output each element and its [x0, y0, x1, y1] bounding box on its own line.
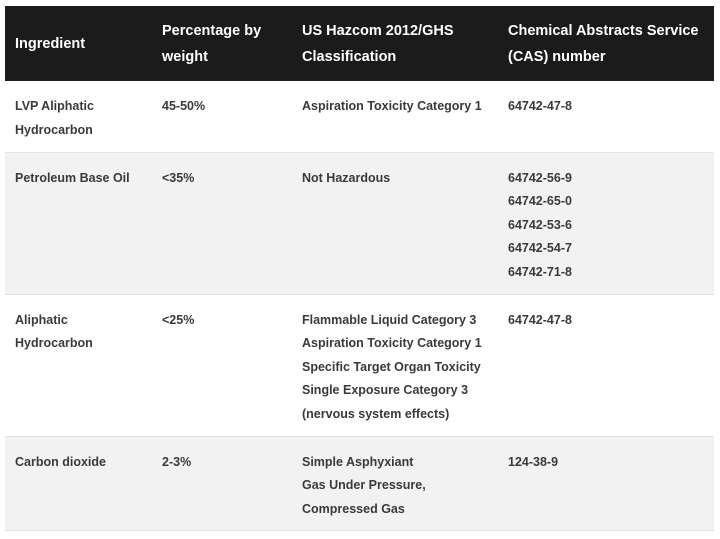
classification-line: Aspiration Toxicity Category 1: [302, 99, 482, 113]
table-row: [5, 294, 714, 436]
classification-line: Specific Target Organ Toxicity Single Exposure Category 3 (nervous system effects): [302, 359, 481, 421]
header-row: [5, 6, 714, 81]
cell-ingredient: Petroleum Base Oil: [5, 152, 152, 294]
cell-ingredient: Carbon dioxide: [5, 436, 152, 530]
table-row: [5, 81, 714, 152]
table-row: [5, 436, 714, 530]
ingredients-table: [5, 6, 714, 531]
cell-percentage: <25%: [152, 294, 292, 436]
cas-number: 64742-56-9: [508, 170, 572, 185]
cell-cas: [498, 81, 714, 152]
cas-number: 64742-53-6: [508, 217, 572, 232]
cell-classification: [292, 294, 498, 436]
cell-classification: [292, 152, 498, 294]
cas-number: 64742-47-8: [508, 312, 572, 327]
cell-cas: [498, 152, 714, 294]
classification-line: Flammable Liquid Category 3: [302, 312, 477, 327]
classification-line: Simple Asphyxiant: [302, 454, 414, 469]
cas-number: 64742-54-7: [508, 241, 572, 256]
header-cas-number: Chemical Abstracts Service (CAS) number: [508, 22, 699, 65]
table-row: [5, 152, 714, 294]
header-classification: US Hazcom 2012/GHS Classification: [302, 22, 454, 65]
table-body: [5, 81, 714, 530]
cell-classification: [292, 81, 498, 152]
cas-number: 64742-47-8: [508, 99, 572, 113]
cell-cas: [498, 294, 714, 436]
table-header: [5, 6, 714, 81]
cas-number: 64742-71-8: [508, 264, 572, 279]
classification-line: Gas Under Pressure, Compressed Gas: [302, 478, 426, 516]
cas-number: 64742-65-0: [508, 194, 572, 209]
cell-percentage: 45-50%: [152, 81, 292, 152]
cell-classification: [292, 436, 498, 530]
header-percentage: Percentage by weight: [162, 22, 262, 65]
cell-cas: [498, 436, 714, 530]
header-ingredient: Ingredient: [15, 35, 86, 52]
cell-ingredient: LVP Aliphatic Hydrocarbon: [5, 81, 152, 152]
ingredients-table-container: [5, 6, 714, 531]
cas-number: 124-38-9: [508, 454, 559, 469]
cell-percentage: <35%: [152, 152, 292, 294]
cell-percentage: 2-3%: [152, 436, 292, 530]
classification-line: Not Hazardous: [302, 170, 391, 185]
cell-ingredient: Aliphatic Hydrocarbon: [5, 294, 152, 436]
classification-line: Aspiration Toxicity Category 1: [302, 336, 482, 351]
